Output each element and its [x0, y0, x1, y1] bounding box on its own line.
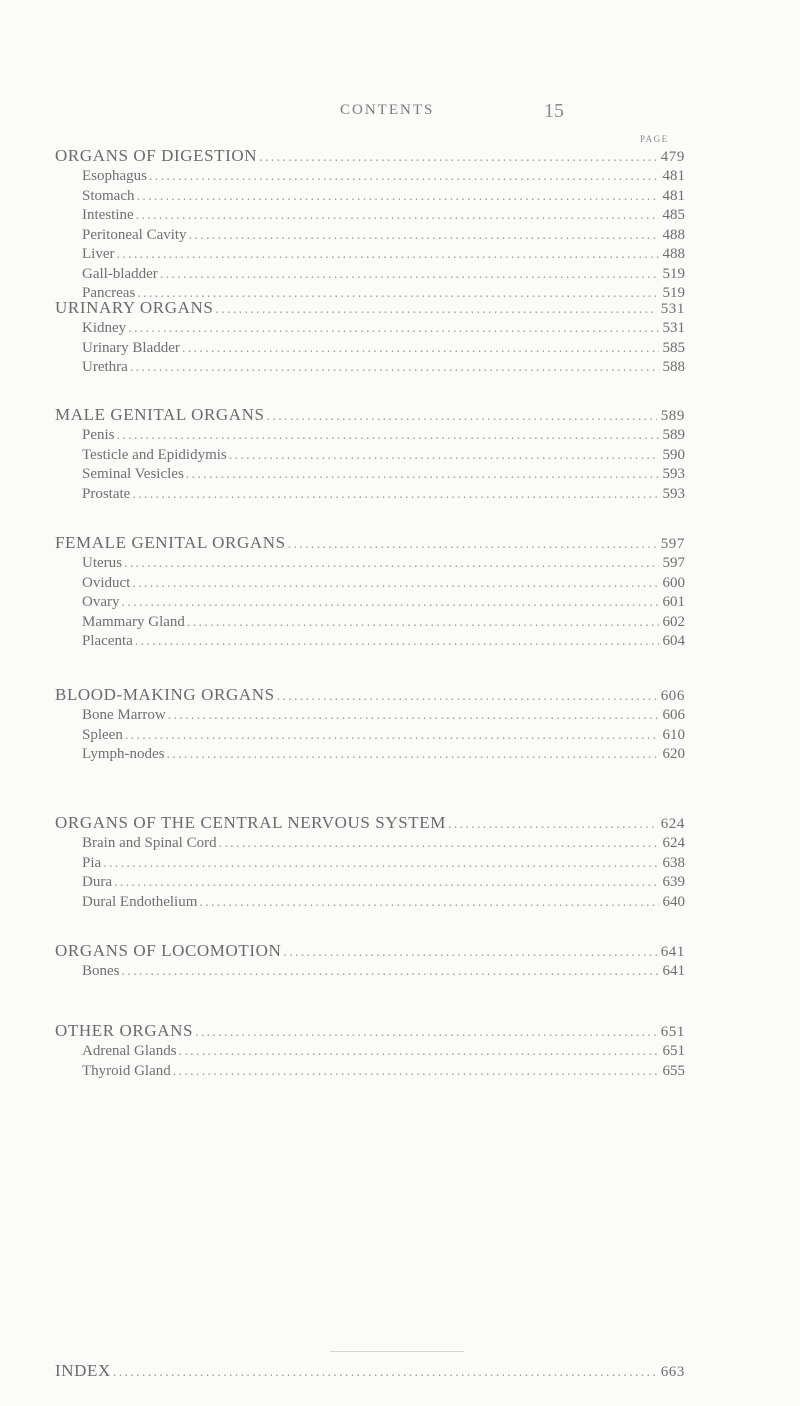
leader-dots — [128, 321, 658, 337]
leader-dots — [259, 150, 657, 166]
toc-entry-page: 519 — [662, 266, 685, 282]
section-heading — [55, 146, 685, 168]
index-entry-page: 663 — [660, 1364, 685, 1380]
toc-entry-label: Peritoneal Cavity — [82, 227, 187, 243]
toc-entry-label: Placenta — [82, 633, 133, 649]
toc-entry — [82, 466, 685, 488]
toc-entry-page: 604 — [662, 633, 685, 649]
section-heading-label: ORGANS OF THE CENTRAL NERVOUS SYSTEM — [55, 813, 446, 832]
toc-entry-page: 588 — [662, 359, 685, 375]
section-heading-page: 597 — [660, 536, 685, 552]
leader-dots — [136, 208, 659, 224]
leader-dots — [186, 467, 659, 483]
leader-dots — [130, 360, 659, 376]
section-heading — [55, 941, 685, 963]
toc-entry-label: Adrenal Glands — [82, 1043, 177, 1059]
section-heading-page: 606 — [660, 688, 685, 704]
leader-dots — [114, 875, 659, 891]
section-heading — [55, 1021, 685, 1043]
page-column-label: PAGE — [640, 134, 669, 144]
toc-entry-page: 655 — [662, 1063, 685, 1079]
leader-dots — [132, 487, 658, 503]
toc-entry — [82, 246, 685, 268]
toc-entry — [82, 835, 685, 857]
leader-dots — [283, 945, 656, 961]
toc-entry-page: 620 — [662, 746, 685, 762]
leader-dots — [288, 537, 657, 553]
index-entry — [55, 1361, 685, 1383]
toc-entry-page: 610 — [662, 727, 685, 743]
section-heading-page: 589 — [660, 408, 685, 424]
toc-entry-label: Testicle and Epididymis — [82, 447, 227, 463]
toc-entry — [82, 894, 685, 916]
toc-entry-label: Esophagus — [82, 168, 147, 184]
leader-dots — [122, 964, 659, 980]
section-heading — [55, 813, 685, 835]
leader-dots — [103, 856, 658, 872]
section-heading-label: ORGANS OF LOCOMOTION — [55, 941, 282, 960]
leader-dots — [195, 1025, 657, 1041]
toc-entry-page: 600 — [662, 575, 685, 591]
index-entry-label: INDEX — [55, 1361, 111, 1380]
section-heading-label: ORGANS OF DIGESTION — [55, 146, 258, 165]
leader-dots — [116, 247, 658, 263]
leader-dots — [125, 728, 659, 744]
section-heading-label: BLOOD-MAKING ORGANS — [55, 685, 275, 704]
toc-entry-page: 593 — [662, 486, 685, 502]
toc-entry — [82, 746, 685, 768]
leader-dots — [137, 189, 659, 205]
toc-entry-page: 601 — [662, 594, 685, 610]
leader-dots — [229, 448, 659, 464]
toc-entry — [82, 168, 685, 190]
toc-entry-label: Gall-bladder — [82, 266, 158, 282]
section-heading-label: MALE GENITAL ORGANS — [55, 405, 265, 424]
toc-entry-page: 602 — [662, 614, 685, 630]
leader-dots — [179, 1044, 659, 1060]
leader-dots — [187, 615, 659, 631]
toc-entry — [82, 427, 685, 449]
toc-entry — [82, 633, 685, 655]
toc-entry — [82, 707, 685, 729]
toc-entry — [82, 486, 685, 508]
section-heading — [55, 405, 685, 427]
toc-entry-page: 519 — [662, 285, 685, 301]
section-heading-page: 479 — [660, 149, 685, 165]
leader-dots — [135, 634, 659, 650]
toc-entry-label: Spleen — [82, 727, 123, 743]
divider — [330, 1351, 464, 1352]
page-title: CONTENTS — [340, 102, 435, 118]
toc-entry — [82, 963, 685, 985]
leader-dots — [277, 689, 657, 705]
leader-dots — [267, 409, 657, 425]
toc-entry-label: Stomach — [82, 188, 135, 204]
toc-entry-label: Pia — [82, 855, 102, 871]
section-heading — [55, 533, 685, 555]
leader-dots — [182, 341, 659, 357]
toc-entry-page: 531 — [662, 320, 685, 336]
leader-dots — [122, 595, 659, 611]
toc-entry-label: Ovary — [82, 594, 120, 610]
section-heading-label: OTHER ORGANS — [55, 1021, 194, 1040]
toc-entry-page: 585 — [662, 340, 685, 356]
section-heading-page: 651 — [660, 1024, 685, 1040]
toc-entry — [82, 1043, 685, 1065]
toc-entry-page: 481 — [662, 168, 685, 184]
toc-entry-label: Kidney — [82, 320, 127, 336]
toc-entry-label: Prostate — [82, 486, 131, 502]
leader-dots — [173, 1064, 659, 1080]
toc-entry-page: 488 — [662, 246, 685, 262]
toc-entry-label: Dural Endothelium — [82, 894, 198, 910]
toc-entry-page: 485 — [662, 207, 685, 223]
toc-entry-label: Thyroid Gland — [82, 1063, 171, 1079]
toc-entry-page: 651 — [662, 1043, 685, 1059]
section-heading — [55, 685, 685, 707]
toc-entry-page: 624 — [662, 835, 685, 851]
toc-entry — [82, 207, 685, 229]
toc-entry — [82, 874, 685, 896]
toc-entry-label: Penis — [82, 427, 115, 443]
toc-entry-label: Dura — [82, 874, 112, 890]
toc-entry-label: Oviduct — [82, 575, 131, 591]
page-number: 15 — [544, 100, 564, 122]
leader-dots — [124, 556, 659, 572]
toc-entry-label: Urethra — [82, 359, 128, 375]
toc-entry-page: 590 — [662, 447, 685, 463]
leader-dots — [160, 267, 659, 283]
toc-entry — [82, 320, 685, 342]
leader-dots — [117, 428, 659, 444]
toc-entry-label: Seminal Vesicles — [82, 466, 184, 482]
section-heading — [55, 298, 685, 320]
toc-entry-label: Intestine — [82, 207, 134, 223]
toc-entry-label: Lymph-nodes — [82, 746, 165, 762]
toc-entry-label: Bones — [82, 963, 120, 979]
toc-entry — [82, 1063, 685, 1085]
leader-dots — [199, 895, 658, 911]
section-heading-page: 624 — [660, 816, 685, 832]
toc-entry-page: 597 — [662, 555, 685, 571]
toc-entry-label: Uterus — [82, 555, 122, 571]
toc-entry-label: Bone Marrow — [82, 707, 166, 723]
toc-entry-page: 589 — [662, 427, 685, 443]
leader-dots — [168, 708, 659, 724]
running-head — [0, 100, 800, 124]
leader-dots — [448, 817, 657, 833]
section-heading-page: 641 — [660, 944, 685, 960]
leader-dots — [113, 1365, 657, 1381]
leader-dots — [219, 836, 659, 852]
toc-entry-label: Mammary Gland — [82, 614, 185, 630]
leader-dots — [132, 576, 658, 592]
toc-entry-page: 488 — [662, 227, 685, 243]
toc-entry-label: Brain and Spinal Cord — [82, 835, 217, 851]
toc-entry-page: 481 — [662, 188, 685, 204]
toc-entry-page: 639 — [662, 874, 685, 890]
toc-entry — [82, 555, 685, 577]
section-heading-page: 531 — [660, 301, 685, 317]
toc-entry-page: 606 — [662, 707, 685, 723]
toc-entry — [82, 359, 685, 381]
toc-entry-label: Liver — [82, 246, 115, 262]
leader-dots — [167, 747, 659, 763]
toc-entry — [82, 594, 685, 616]
leader-dots — [149, 169, 659, 185]
toc-entry-page: 640 — [662, 894, 685, 910]
leader-dots — [215, 302, 656, 318]
toc-entry-page: 638 — [662, 855, 685, 871]
toc-entry-label: Pancreas — [82, 285, 136, 301]
toc-entry-page: 593 — [662, 466, 685, 482]
toc-entry-label: Urinary Bladder — [82, 340, 180, 356]
toc-entry-page: 641 — [662, 963, 685, 979]
leader-dots — [189, 228, 659, 244]
section-heading-label: FEMALE GENITAL ORGANS — [55, 533, 286, 552]
section-heading-label: URINARY ORGANS — [55, 298, 214, 317]
